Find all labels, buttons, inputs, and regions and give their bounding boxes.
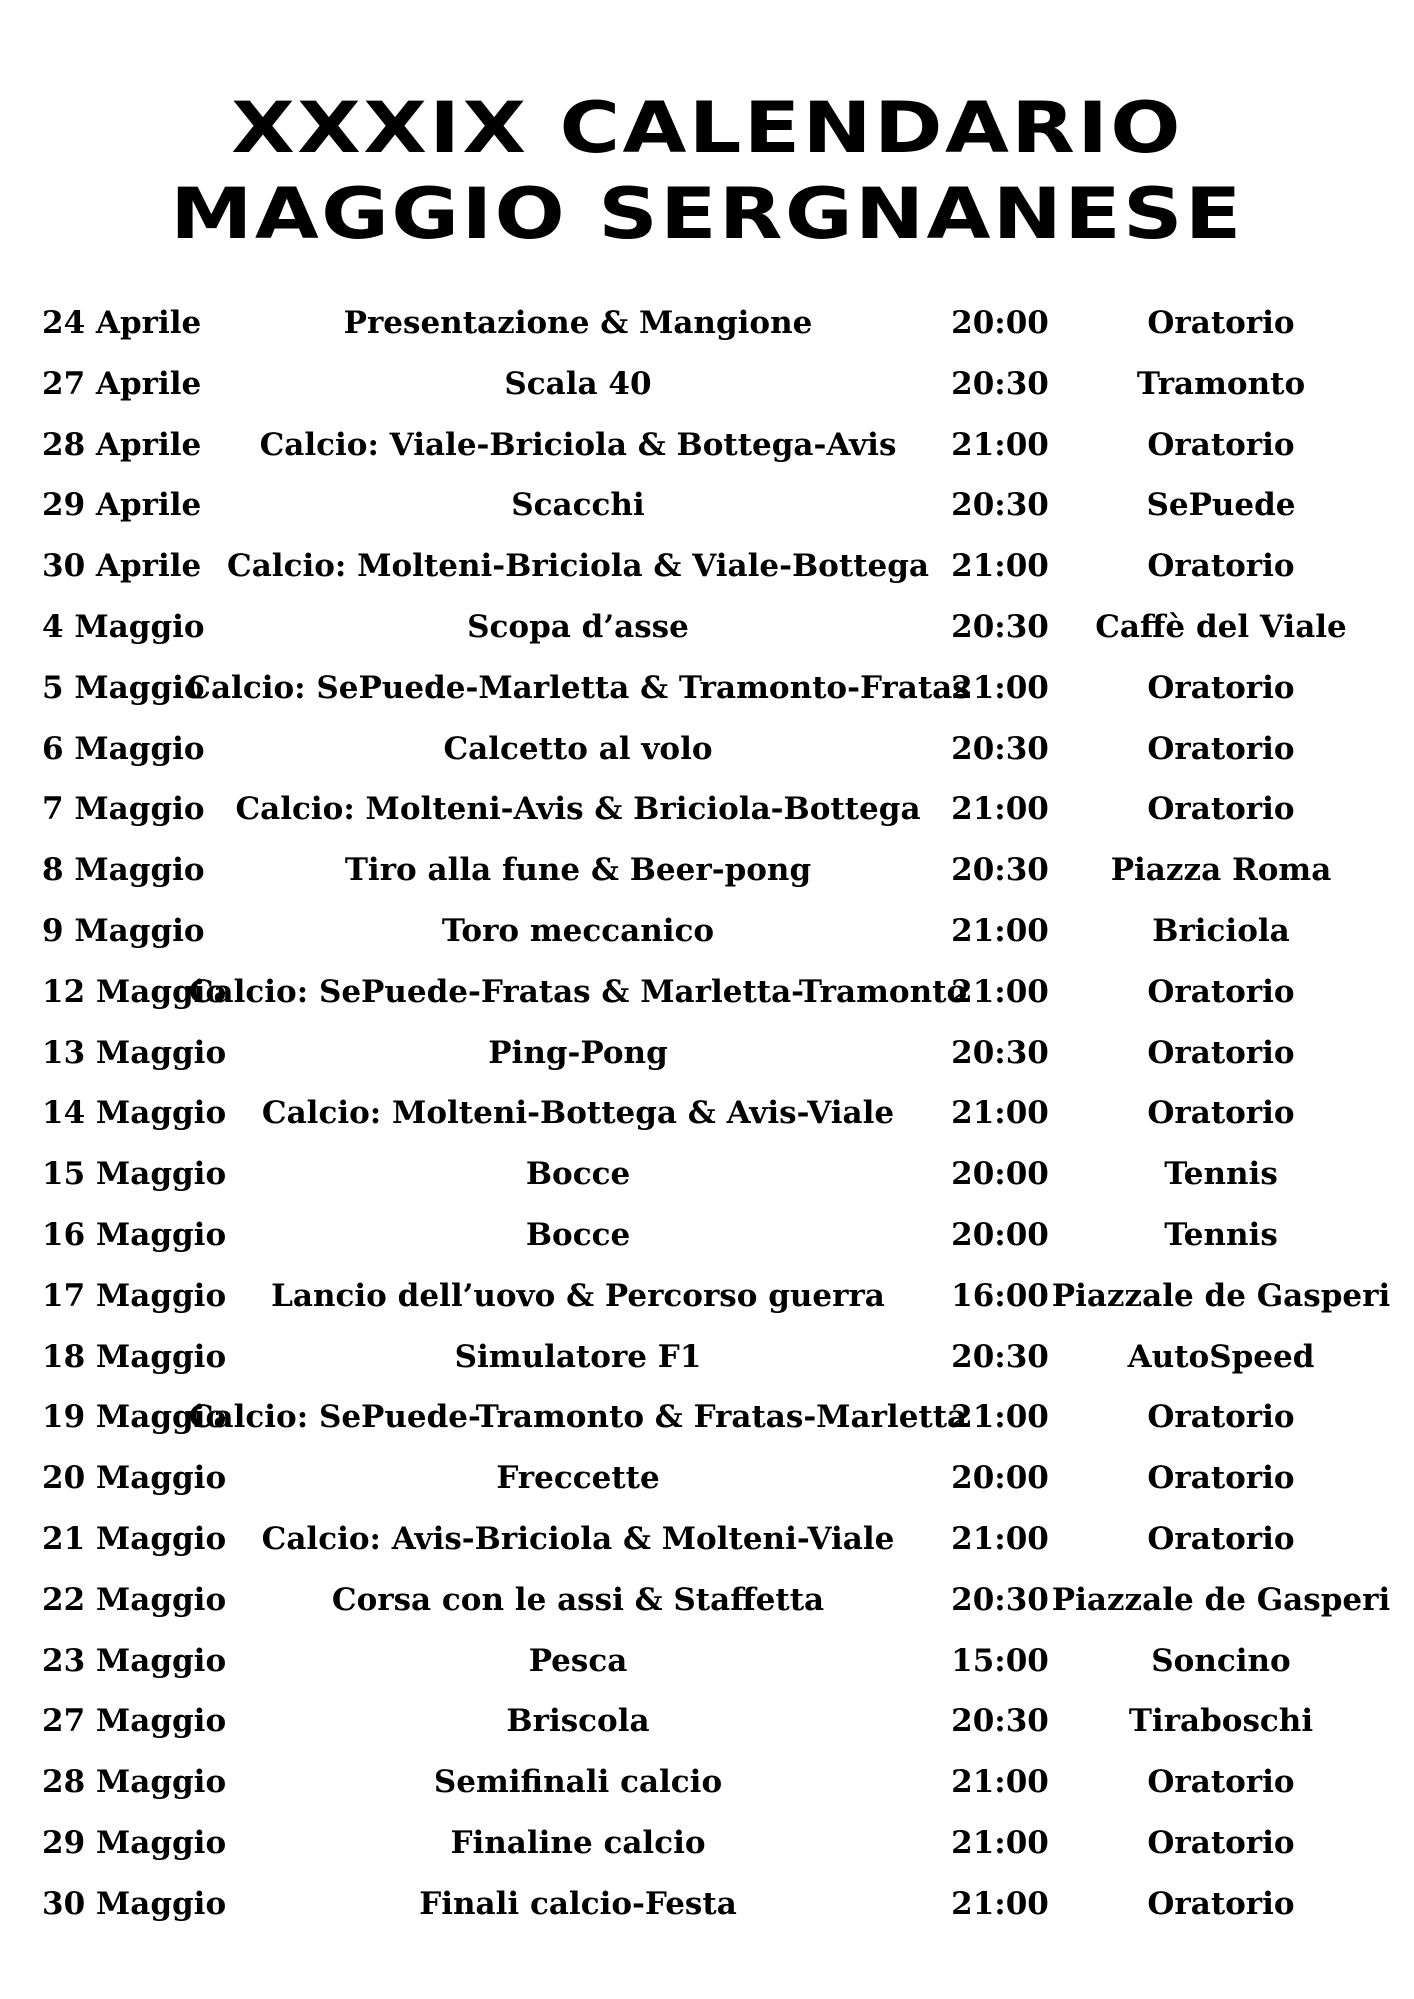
event-name: Simulatore F1 xyxy=(454,1338,702,1375)
event-time: 20:00 xyxy=(951,1460,1049,1497)
event-name: Freccette xyxy=(496,1460,660,1497)
event-date: 15 Maggio xyxy=(42,1156,227,1193)
event-name: Toro meccanico xyxy=(441,912,715,949)
event-time: 21:00 xyxy=(951,973,1049,1010)
event-date: 30 Maggio xyxy=(42,1885,227,1922)
event-name: Bocce xyxy=(525,1216,631,1253)
event-time: 20:30 xyxy=(951,1703,1049,1740)
event-name: Semifinali calcio xyxy=(433,1764,723,1801)
event-name: Presentazione & Mangione xyxy=(343,305,813,341)
event-time: 21:00 xyxy=(951,912,1049,949)
event-place: Oratorio xyxy=(1147,1460,1295,1497)
title-line-1: XXXIX CALENDARIO xyxy=(231,87,1183,169)
schedule-row xyxy=(0,597,1414,658)
schedule-row xyxy=(0,1691,1414,1752)
schedule-row xyxy=(0,840,1414,901)
schedule-row xyxy=(0,1205,1414,1266)
event-date: 17 Maggio xyxy=(42,1277,227,1314)
schedule-row xyxy=(0,293,1414,354)
event-date: 18 Maggio xyxy=(42,1338,227,1375)
event-name: Calcetto al volo xyxy=(443,730,713,767)
schedule-row xyxy=(0,354,1414,415)
event-name: Calcio: Molteni-Briciola & Viale-Bottega xyxy=(227,548,929,585)
event-name: Scopa d’asse xyxy=(467,608,689,645)
event-place: Piazzale de Gasperi xyxy=(1051,1581,1391,1618)
event-date: 29 Maggio xyxy=(42,1824,227,1861)
schedule-row xyxy=(0,1448,1414,1509)
event-date: 20 Maggio xyxy=(42,1460,227,1497)
event-date: 27 Aprile xyxy=(42,365,202,402)
event-date: 22 Maggio xyxy=(42,1581,227,1618)
schedule-row xyxy=(0,1023,1414,1084)
schedule-row xyxy=(0,1509,1414,1570)
schedule-row xyxy=(0,1874,1414,1935)
title-line-2: MAGGIO SERGNANESE xyxy=(170,173,1244,255)
event-time: 20:00 xyxy=(951,305,1049,341)
schedule-row xyxy=(0,1083,1414,1144)
event-time: 21:00 xyxy=(951,1520,1049,1557)
schedule-row xyxy=(0,415,1414,476)
event-date: 8 Maggio xyxy=(42,852,205,889)
event-place: Oratorio xyxy=(1147,305,1295,341)
event-time: 20:30 xyxy=(951,608,1049,645)
schedule-row xyxy=(0,1570,1414,1631)
event-time: 20:30 xyxy=(951,852,1049,889)
event-name: Tiro alla fune & Beer-pong xyxy=(344,852,812,889)
event-time: 21:00 xyxy=(951,1095,1049,1132)
event-name: Corsa con le assi & Staffetta xyxy=(331,1581,825,1618)
event-place: Tennis xyxy=(1164,1216,1278,1253)
event-date: 28 Aprile xyxy=(42,426,202,463)
schedule-list xyxy=(0,293,1414,1935)
event-place: Oratorio xyxy=(1147,1885,1295,1922)
event-date: 21 Maggio xyxy=(42,1520,227,1557)
event-name: Briscola xyxy=(506,1703,650,1740)
event-time: 20:30 xyxy=(951,1581,1049,1618)
schedule-row xyxy=(0,1752,1414,1813)
event-date: 6 Maggio xyxy=(42,730,205,767)
schedule-row xyxy=(0,719,1414,780)
event-place: Oratorio xyxy=(1147,548,1295,585)
event-place: Oratorio xyxy=(1147,1520,1295,1557)
event-date: 9 Maggio xyxy=(42,912,205,949)
event-date: 23 Maggio xyxy=(42,1642,227,1679)
event-time: 21:00 xyxy=(951,1764,1049,1801)
schedule-row xyxy=(0,901,1414,962)
event-place: SePuede xyxy=(1146,487,1296,524)
event-place: Tiraboschi xyxy=(1128,1703,1314,1740)
event-name: Finali calcio-Festa xyxy=(419,1885,737,1922)
event-name: Scacchi xyxy=(511,487,645,524)
event-time: 21:00 xyxy=(951,1885,1049,1922)
event-place: Soncino xyxy=(1151,1642,1291,1679)
schedule-row xyxy=(0,779,1414,840)
event-time: 20:30 xyxy=(951,365,1049,402)
event-name: Calcio: Molteni-Bottega & Avis-Viale xyxy=(261,1095,895,1132)
event-date: 28 Maggio xyxy=(42,1764,227,1801)
event-place: Oratorio xyxy=(1147,1824,1295,1861)
event-place: Oratorio xyxy=(1147,730,1295,767)
event-time: 21:00 xyxy=(951,1399,1049,1436)
schedule-row xyxy=(0,658,1414,719)
schedule-row xyxy=(0,536,1414,597)
event-name: Calcio: Molteni-Avis & Briciola-Bottega xyxy=(235,791,921,828)
event-date: 14 Maggio xyxy=(42,1095,227,1132)
event-name: Calcio: SePuede-Fratas & Marletta-Tramonto xyxy=(188,973,968,1010)
event-time: 20:00 xyxy=(951,1156,1049,1193)
page-title xyxy=(0,85,1414,257)
event-place: Briciola xyxy=(1152,912,1290,949)
schedule-row xyxy=(0,1813,1414,1874)
event-name: Ping-Pong xyxy=(488,1034,668,1071)
event-time: 21:00 xyxy=(951,548,1049,585)
event-place: Oratorio xyxy=(1147,1095,1295,1132)
schedule-row xyxy=(0,1266,1414,1327)
event-place: Tennis xyxy=(1164,1156,1278,1193)
event-name: Scala 40 xyxy=(504,365,652,402)
event-date: 4 Maggio xyxy=(42,608,205,645)
schedule-row xyxy=(0,1327,1414,1388)
event-place: Piazzale de Gasperi xyxy=(1051,1277,1391,1314)
event-name: Lancio dell’uovo & Percorso guerra xyxy=(271,1277,885,1314)
schedule-row xyxy=(0,1631,1414,1692)
event-date: 30 Aprile xyxy=(42,548,202,585)
event-place: Oratorio xyxy=(1147,791,1295,828)
event-name: Finaline calcio xyxy=(450,1824,706,1861)
schedule-row xyxy=(0,475,1414,536)
event-name: Calcio: SePuede-Tramonto & Fratas-Marletta xyxy=(188,1399,968,1436)
event-time: 21:00 xyxy=(951,1824,1049,1861)
event-place: AutoSpeed xyxy=(1127,1338,1315,1375)
event-time: 16:00 xyxy=(951,1277,1049,1314)
event-date: 27 Maggio xyxy=(42,1703,227,1740)
event-place: Oratorio xyxy=(1147,1399,1295,1436)
event-name: Bocce xyxy=(525,1156,631,1193)
event-place: Oratorio xyxy=(1147,973,1295,1010)
event-place: Caffè del Viale xyxy=(1095,608,1347,645)
event-time: 21:00 xyxy=(951,426,1049,463)
schedule-row xyxy=(0,962,1414,1023)
event-name: Calcio: Viale-Briciola & Bottega-Avis xyxy=(259,426,897,463)
event-place: Piazza Roma xyxy=(1110,852,1332,889)
event-date: 12 Maggio xyxy=(42,973,227,1010)
event-time: 21:00 xyxy=(951,669,1049,706)
event-date: 16 Maggio xyxy=(42,1216,227,1253)
event-place: Oratorio xyxy=(1147,426,1295,463)
event-time: 21:00 xyxy=(951,791,1049,828)
event-date: 7 Maggio xyxy=(42,791,205,828)
event-time: 15:00 xyxy=(951,1642,1049,1679)
event-name: Pesca xyxy=(528,1642,628,1679)
event-time: 20:30 xyxy=(951,1338,1049,1375)
event-date: 13 Maggio xyxy=(42,1034,227,1071)
event-time: 20:30 xyxy=(951,487,1049,524)
schedule-row xyxy=(0,1387,1414,1448)
event-date: 29 Aprile xyxy=(42,487,202,524)
event-time: 20:30 xyxy=(951,1034,1049,1071)
event-date: 5 Maggio xyxy=(42,669,205,706)
event-time: 20:30 xyxy=(951,730,1049,767)
event-place: Oratorio xyxy=(1147,1034,1295,1071)
event-place: Oratorio xyxy=(1147,669,1295,706)
event-name: Calcio: SePuede-Marletta & Tramonto-Fratas xyxy=(186,669,970,706)
event-date: 19 Maggio xyxy=(42,1399,227,1436)
event-time: 20:00 xyxy=(951,1216,1049,1253)
event-place: Tramonto xyxy=(1136,365,1306,402)
event-place: Oratorio xyxy=(1147,1764,1295,1801)
schedule-row xyxy=(0,1144,1414,1205)
event-date: 24 Aprile xyxy=(42,305,202,341)
event-name: Calcio: Avis-Briciola & Molteni-Viale xyxy=(261,1520,895,1557)
